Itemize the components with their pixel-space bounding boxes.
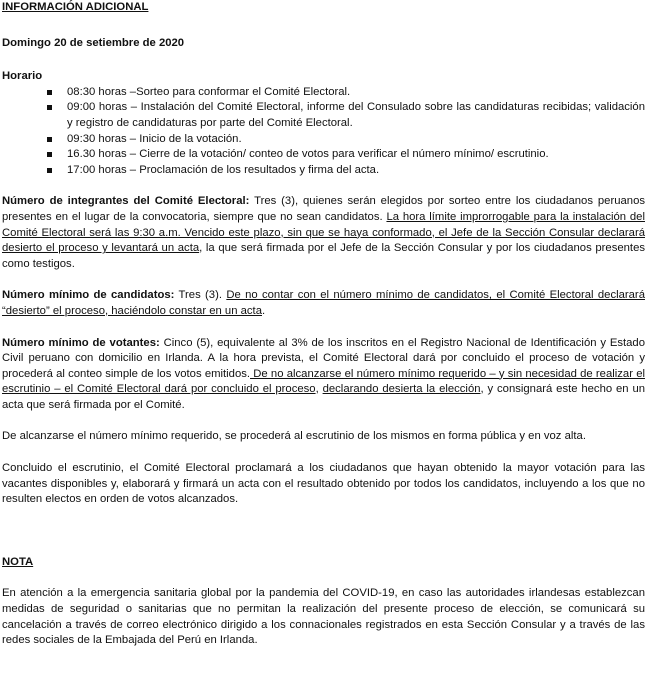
schedule-item: 08:30 horas –Sorteo para conformar el Comité Electoral. <box>2 85 645 101</box>
schedule-list <box>2 85 645 179</box>
bullet-icon <box>47 168 52 173</box>
bullet-icon <box>47 137 52 142</box>
schedule-item: 09:00 horas – Instalación del Comité Electoral, informe del Consulado sobre las candidaturas recibidas; validación y registro de candidaturas por parte del Comité Electoral. <box>2 100 645 131</box>
voters-paragraph: Número mínimo de votantes: Cinco (5), equivalente al 3% de los inscritos en el Registro Nacional de Identificación y Estado Civil peruano con domicilio en Irlanda. A la hora prevista, el Comité Electoral dará por concluido el proceso de votación y procederá al conteo simple de los votos emitidos. De no alcanzarse el número mínimo requerido – y sin necesidad de realizar el escrutinio – el Comité Electoral dará por concluido el proceso, declarando desierta la elección, y consignará este hecho en un acta que será firmada por el Comité. <box>2 336 646 411</box>
date-line: Domingo 20 de setiembre de 2020 <box>2 36 185 49</box>
schedule-item: 17:00 horas – Proclamación de los resultados y firma del acta. <box>2 163 645 179</box>
bullet-icon <box>47 152 52 157</box>
schedule-title: Horario <box>2 70 43 83</box>
candidates-paragraph: Número mínimo de candidatos: Tres (3). De no contar con el número mínimo de candidatos, el Comité Electoral declarará “desierto” el proceso, haciéndolo constar en un acta. <box>2 289 645 317</box>
conclusion-paragraph: Concluido el escrutinio, el Comité Electoral proclamará a los ciudadanos que hayan obtenido la mayor votación para las vacantes disponibles y, elaborará y firmará un acta con el resultado obtenido por todos los candidatos, incluyendo a los que no resulten electos en orden de votos alcanzados. <box>2 462 645 506</box>
note-paragraph: En atención a la emergencia sanitaria global por la pandemia del COVID-19, en caso las autoridades irlandesas establezcan medidas de seguridad o sanitarias que no permitan la realización del presente proceso de elección, se comunicará su cancelación a través de correo electrónico dirigido a los connacionales registrados en esta Sección Consular y a través de las redes sociales de la Embajada del Perú en Irlanda. <box>2 587 645 647</box>
schedule-item: 16.30 horas – Cierre de la votación/ conteo de votos para verificar el número mínimo/ escrutinio. <box>2 147 645 163</box>
committee-paragraph: Número de integrantes del Comité Electoral: Tres (3), quienes serán elegidos por sorteo entre los ciudadanos peruanos presentes en el lugar de la convocatoria, siempre que no sean candidatos. La hora límite improrrogable para la instalación del Comité Electoral será las 9:30 a.m. Vencido este plazo, sin que se haya conformado, el Jefe de la Sección Consular declarará desierto el proceso y levantará un acta, la que será firmada por el Jefe de la Sección Consular y por los ciudadanos presentes como testigos. <box>2 195 645 270</box>
schedule-item: 09:30 horas – Inicio de la votación. <box>2 132 645 148</box>
scrutiny-paragraph: De alcanzarse el número mínimo requerido, se procederá al escrutinio de los mismos en forma pública y en voz alta. <box>2 430 586 443</box>
document-page <box>2 0 645 649</box>
bullet-icon <box>47 105 52 110</box>
section-title: INFORMACIÓN ADICIONAL <box>2 1 149 13</box>
note-title: NOTA <box>2 555 34 568</box>
bullet-icon <box>47 90 52 95</box>
